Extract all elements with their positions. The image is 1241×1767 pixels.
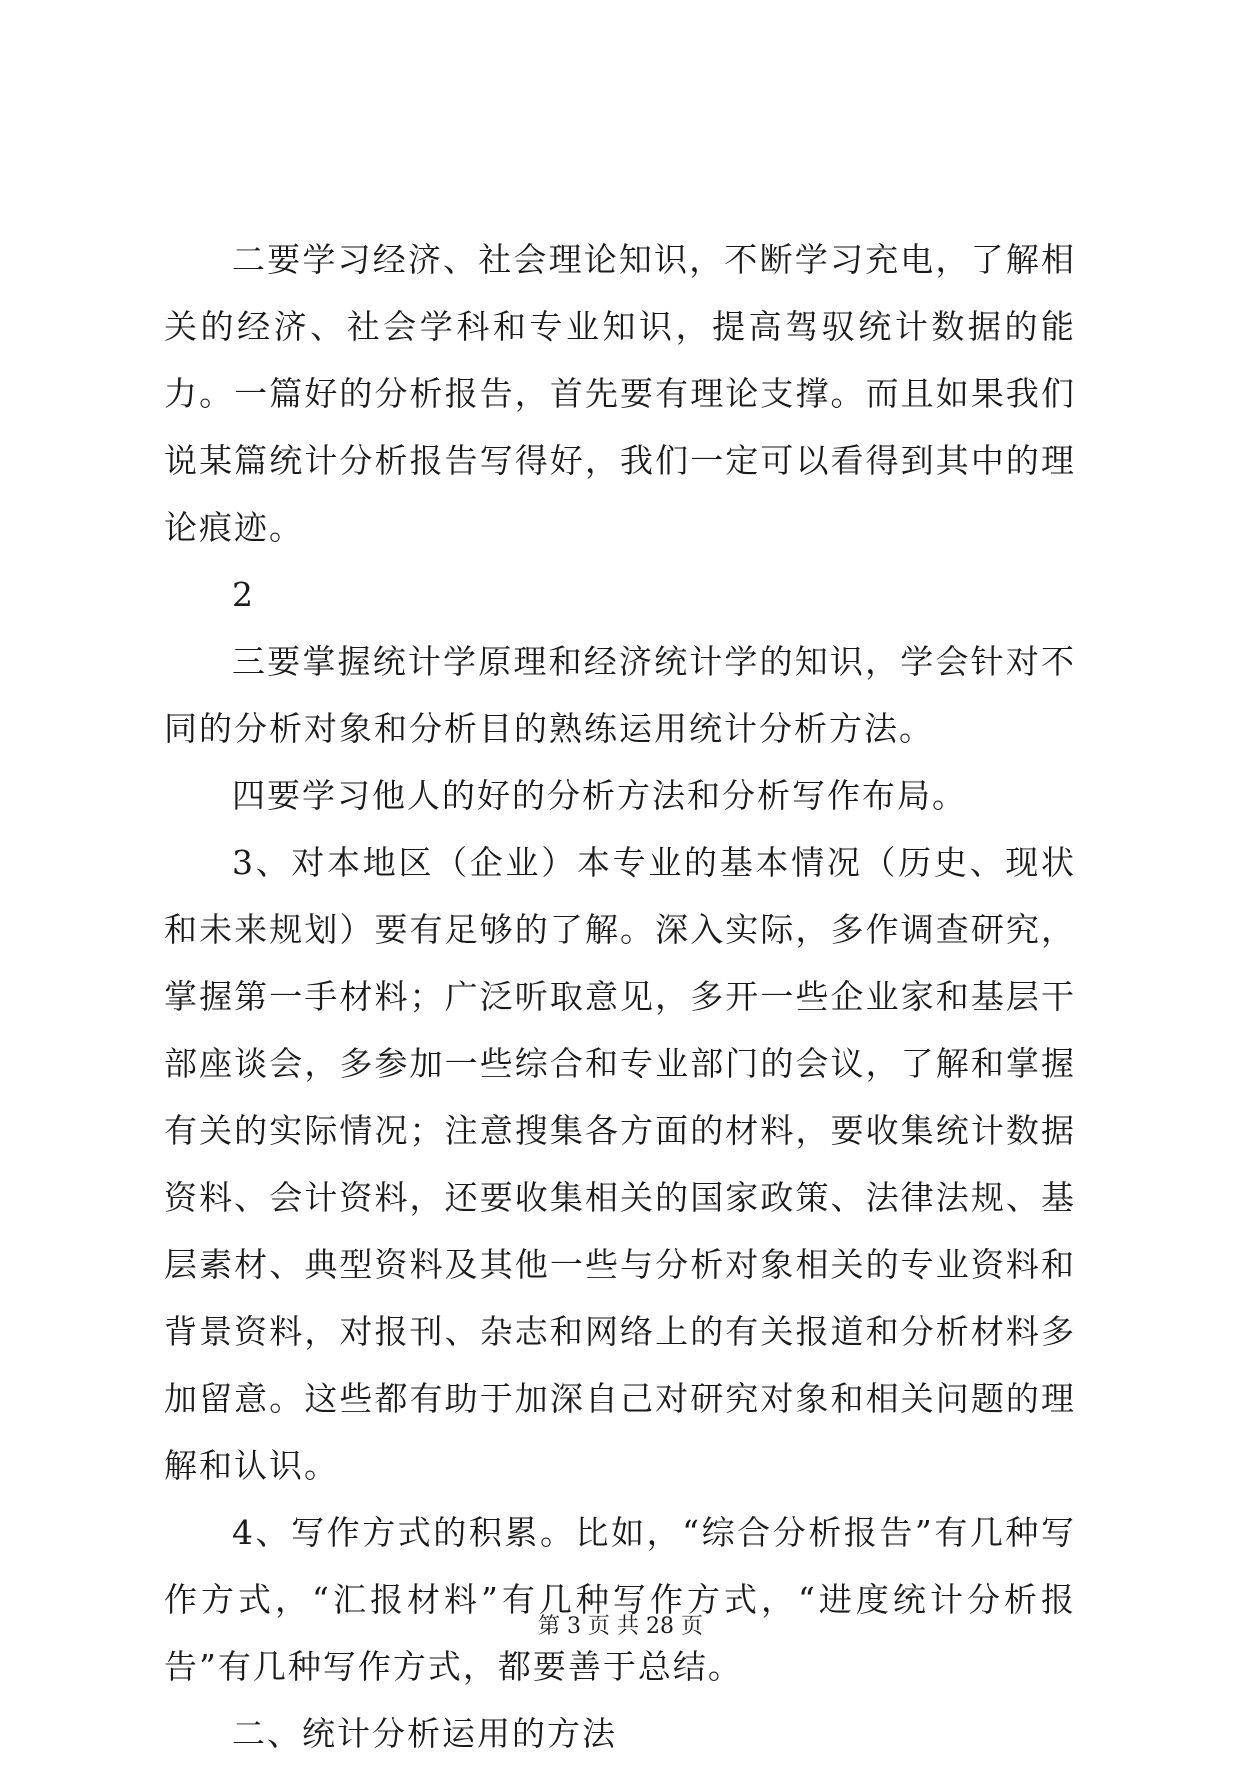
- page-footer: 第 3 页 共 28 页: [538, 1614, 703, 1639]
- paragraph-local-knowledge: 3、对本地区（企业）本专业的基本情况（历史、现状和未来规划）要有足够的了解。深入实际，多作调查研究，掌握第一手材料；广泛听取意见，多开一些企业家和基层干部座谈会，多参加一些综合和专业部门的会议，了解和掌握有关的实际情况；注意搜集各方面的材料，要收集统计数据资料、会计资料，还要收集相关的国家政策、法律法规、基层素材、典型资料及其他一些与分析对象相关的专业资料和背景资料，对报刊、杂志和网络上的有关报道和分析材料多加留意。这些都有助于加深自己对研究对象和相关问题的理解和认识。: [164, 843, 1076, 1485]
- document-body: [164, 226, 1076, 1767]
- paragraph-learn-from-others: 四要学习他人的好的分析方法和分析写作布局。: [232, 776, 967, 815]
- paragraph-study-theory: 二要学习经济、社会理论知识，不断学习充电，了解相关的经济、社会学科和专业知识，提高驾驭统计数据的能力。一篇好的分析报告，首先要有理论支撑。而且如果我们说某篇统计分析报告写得好，我们一定可以看得到其中的理论痕迹。: [164, 240, 1076, 547]
- paragraph-writing-methods: 4、写作方式的积累。比如，“综合分析报告”有几种写作方式，“汇报材料”有几种写作方式，“进度统计分析报告”有几种写作方式，都要善于总结。: [164, 1513, 1076, 1686]
- section-heading-analysis-methods: 二、统计分析运用的方法: [232, 1714, 617, 1753]
- paragraph-number-2: 2: [232, 575, 255, 614]
- paragraph-study-statistics: 三要掌握统计学原理和经济统计学的知识，学会针对不同的分析对象和分析目的熟练运用统计分析方法。: [164, 642, 1076, 748]
